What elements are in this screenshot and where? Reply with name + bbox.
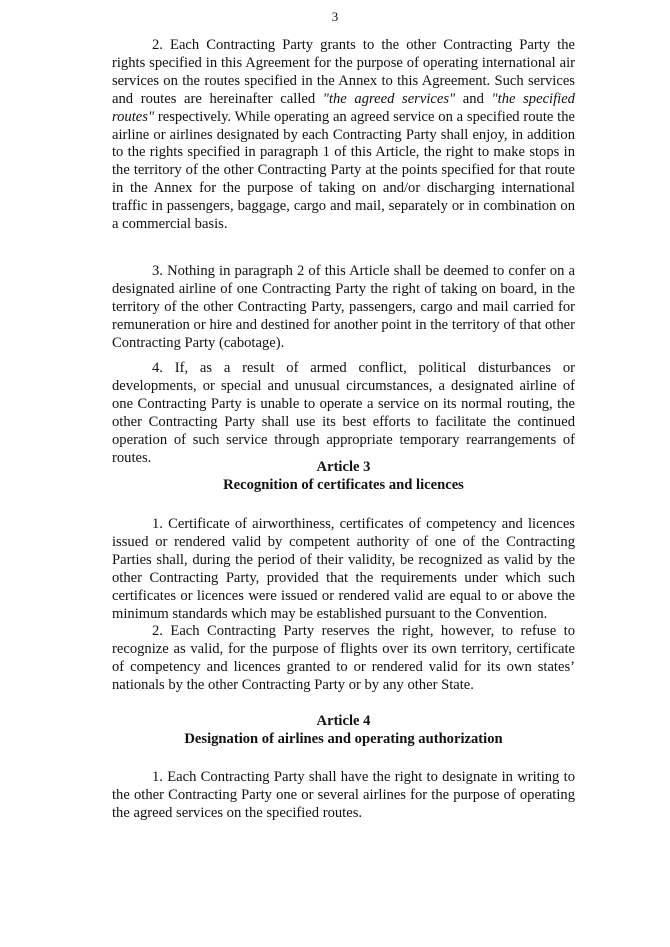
- term-specified-routes: "the specified routes": [112, 90, 575, 125]
- article-title: Recognition of certificates and licences: [223, 477, 464, 493]
- article-title: Designation of airlines and operating authorization: [184, 731, 503, 747]
- paragraph-3: [112, 263, 575, 353]
- article-number: Article 3: [316, 459, 371, 475]
- article-number: Article 4: [316, 713, 371, 729]
- article-3-paragraph-2: [112, 623, 575, 695]
- paragraph-text: 1. Each Contracting Party shall have the right to designate in writing to the other Contracting Party one or several airlines for the purpose of operating the agreed services on the specified routes.: [112, 769, 575, 821]
- paragraph-4: [112, 360, 575, 467]
- page-number: 3: [331, 9, 339, 24]
- article-3-paragraph-1: [112, 516, 575, 623]
- text: 2. Each Contracting Party grants to the other Contracting Party the rights specified in this Agreement for the purpose of operating international air services on the routes specified in the Annex to this Agreement. Such services and routes are hereinafter called: [112, 37, 575, 107]
- article-3-heading: [112, 458, 575, 494]
- term-agreed-services: "the agreed services": [322, 90, 456, 107]
- paragraph-text: 1. Certificate of airworthiness, certificates of competency and licences issued or rendered valid by competent authority of one of the Contracting Parties shall, during the period of their validity, be recognized as valid by the other Contracting Party, provided that the requirements under which such certificates or licences were issued or rendered valid are equal to or above the minimum standards which may be established pursuant to the Convention.: [112, 516, 575, 622]
- paragraph-text: 4. If, as a result of armed conflict, political disturbances or developments, or special and unusual circumstances, a designated airline of one Contracting Party is unable to operate a service on its normal routing, the other Contracting Party shall use its best efforts to facilitate the continued operation of such service through appropriate temporary rearrangements of routes.: [112, 360, 575, 466]
- paragraph-text: 2. Each Contracting Party reserves the right, however, to refuse to recognize as valid, for the purpose of flights over its own territory, certificate of competency and licences granted to or rendered valid for its own states’ nationals by the other Contracting Party or by any other State.: [112, 623, 575, 693]
- paragraph-text: 3. Nothing in paragraph 2 of this Article shall be deemed to confer on a designated airline of one Contracting Party the right of taking on board, in the territory of the other Contracting Party, passengers, cargo and mail carried for remuneration or hire and destined for another point in the territory of that other Contracting Party (cabotage).: [112, 263, 575, 351]
- paragraph-2: [112, 37, 575, 234]
- article-4-heading: [112, 712, 575, 748]
- text: respectively. While operating an agreed service on a specified route the airline or airlines designated by each Contracting Party shall enjoy, in addition to the rights specified in paragraph 1 of this Article, the right to make stops in the territory of the other Contracting Party at the points specified for that route in the Annex for the purpose of taking on and/or discharging international traffic in passengers, baggage, cargo and mail, separately or in combination on a commercial basis.: [112, 108, 575, 233]
- text: and: [455, 90, 492, 107]
- article-4-paragraph-1: [112, 769, 575, 823]
